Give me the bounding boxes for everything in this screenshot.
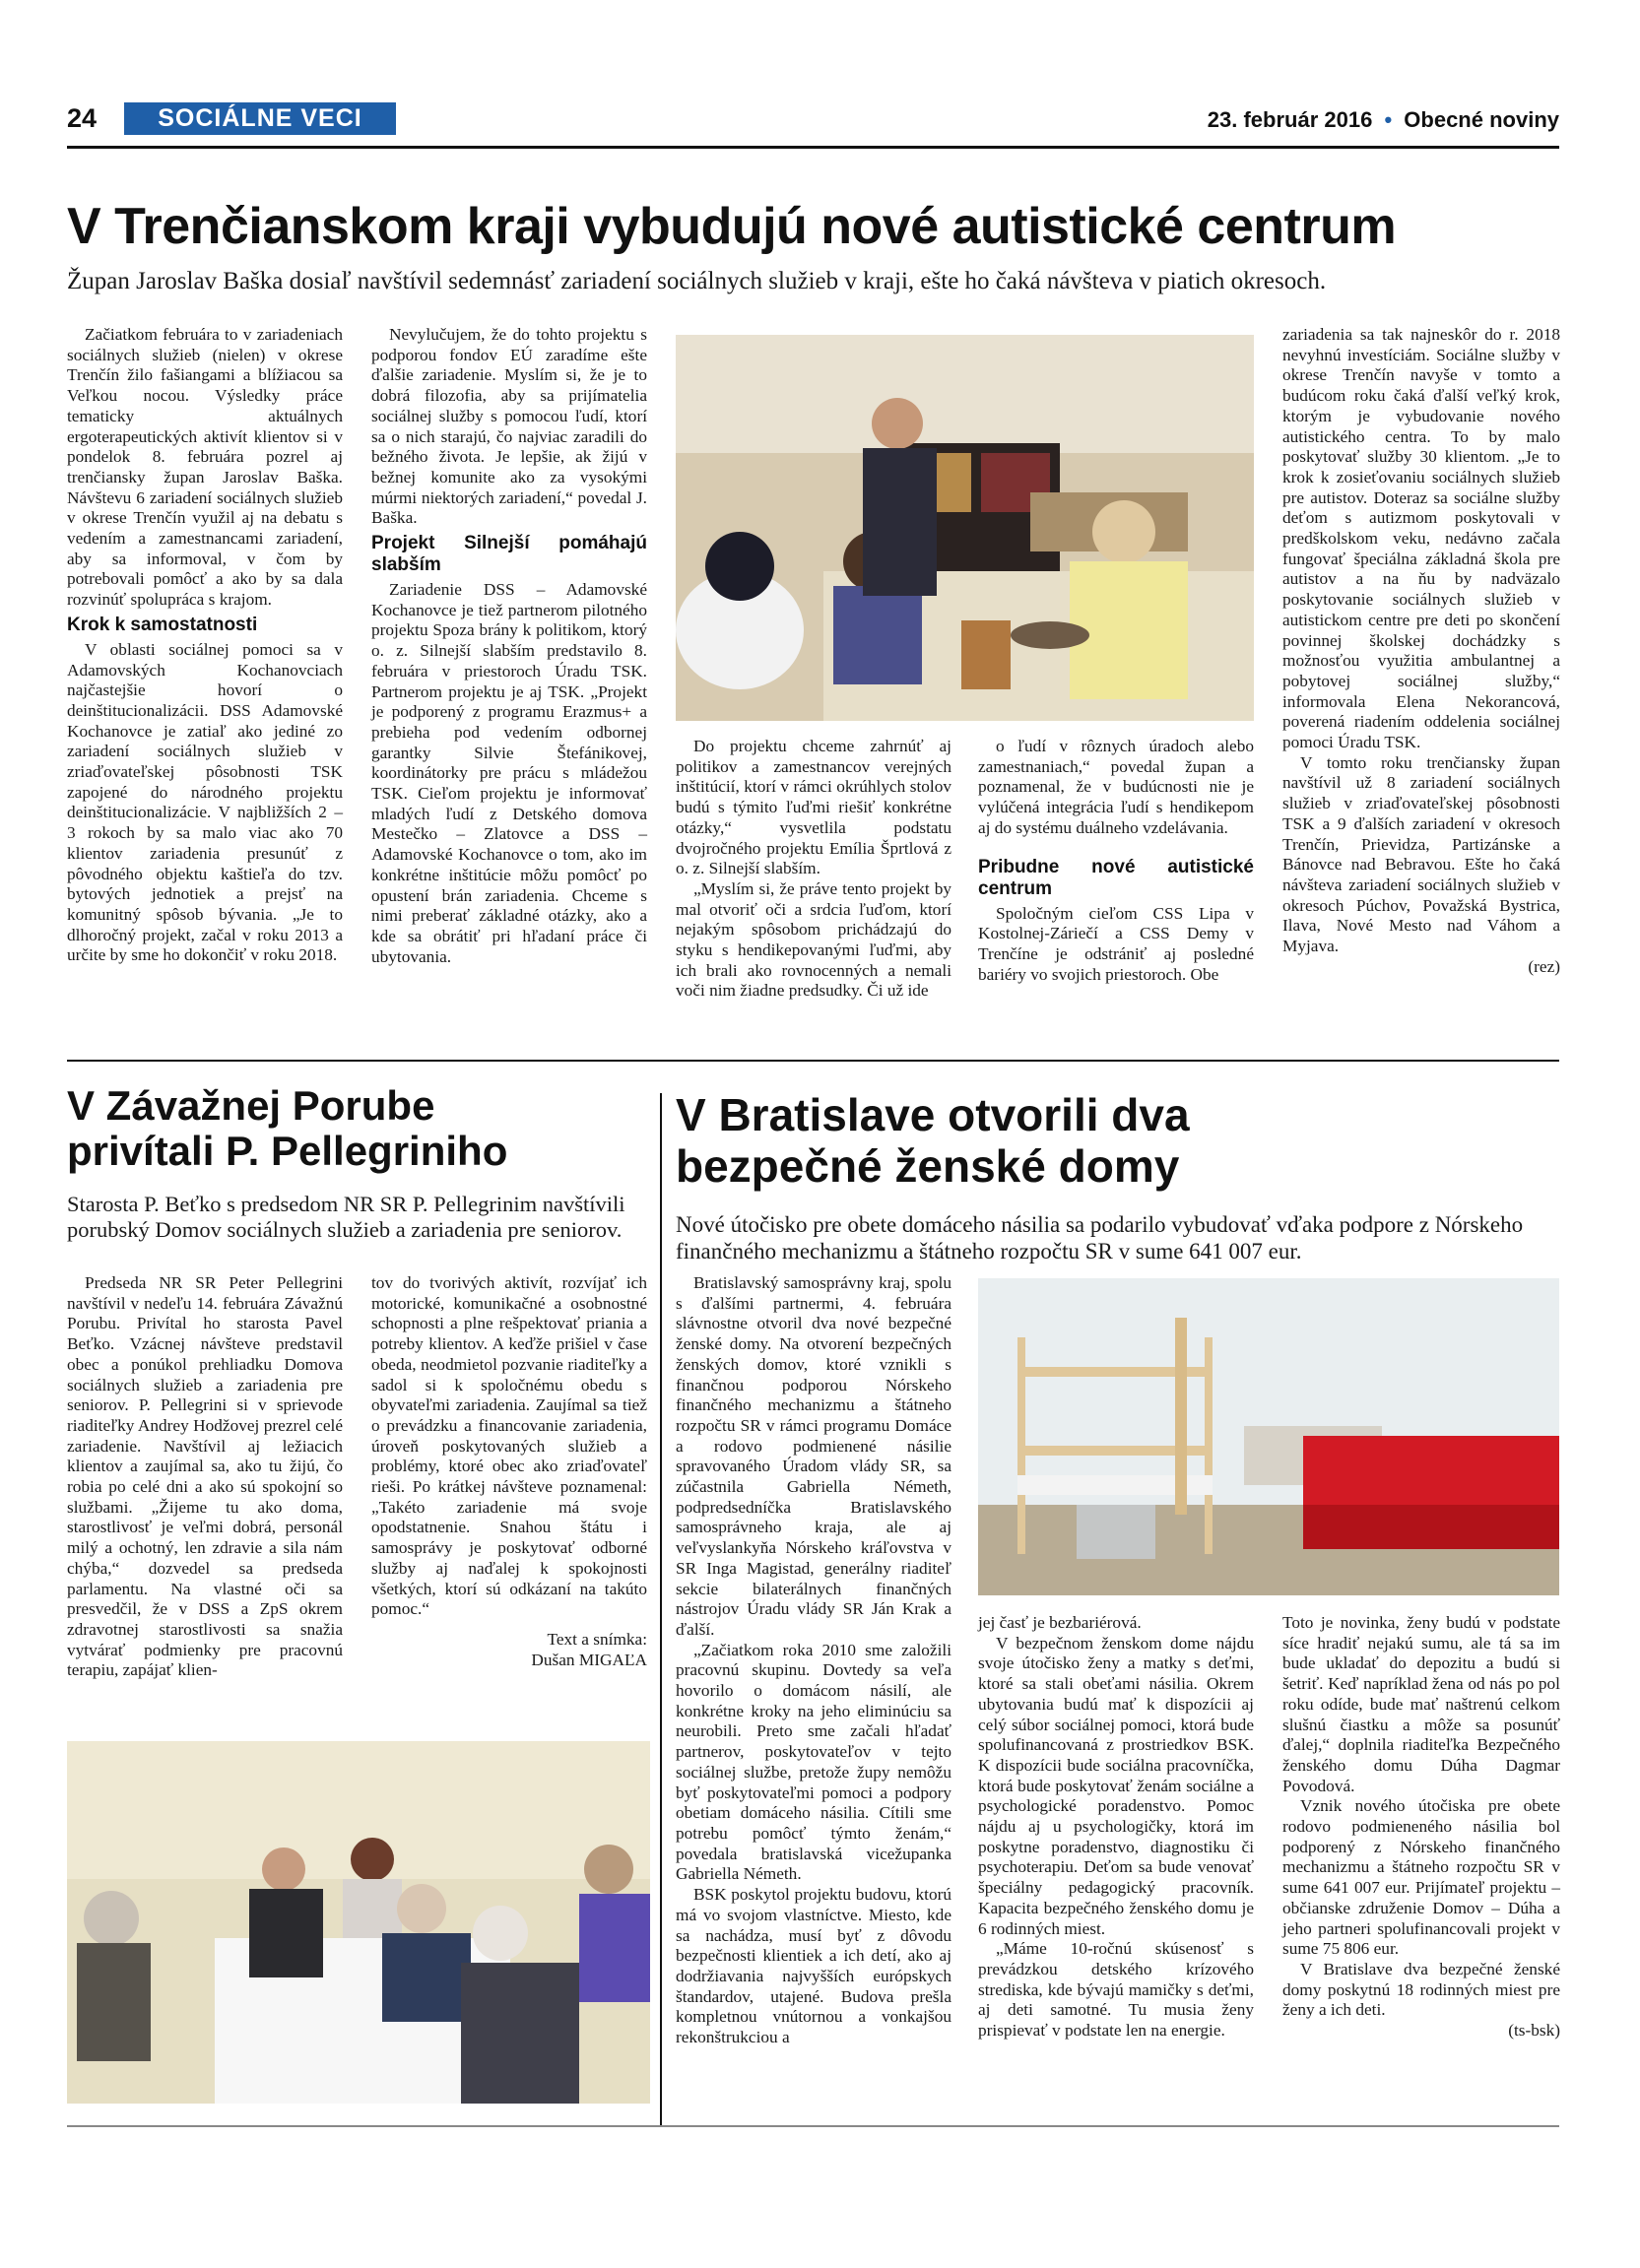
workshop-photo-image <box>676 335 1254 721</box>
headline-line: V Závažnej Porube <box>67 1082 435 1129</box>
issue-info <box>1208 107 1559 133</box>
paragraph: Spoločným cieľom CSS Lipa v Kostolnej-Záriečí a CSS Demy v Trenčíne je odstrániť aj posledné bariéry vo svojich priestoroch. Obe <box>978 903 1254 984</box>
bedroom-photo-image <box>978 1278 1559 1595</box>
publication-name: Obecné noviny <box>1404 107 1559 132</box>
header-rule <box>67 146 1559 149</box>
paragraph: Bratislavský samosprávny kraj, spolu s ďalšími partnermi, 4. februára slávnostne otvoril dva nové bezpečné ženské domy. Na otvorení bezpečných ženských domov, ktoré vznikli s finančnou podporou Nórskeho finančného mechanizmu a štátneho rozpočtu SR v rámci programu Domáce a rodovo podmienené násilie spravovaného Úradom vlády SR, sa zúčastnila Gabriella Németh, podpredsedníčka Bratislavského samosprávneho kraja, ale aj veľvyslankyňa Nórskeho kráľovstva v SR Inga Magistad, generálny riaditeľ sekcie bilaterálnych finančných nástrojov Úradu vlády SR Ján Krak a ďalší. <box>676 1273 951 1639</box>
photo-workshop <box>676 335 1254 721</box>
article1-column-1 <box>67 325 343 966</box>
visit-photo-image <box>67 1741 650 2104</box>
subheading: Krok k samostatnosti <box>67 614 258 635</box>
article2-lead: Starosta P. Beťko s predsedom NR SR P. Pellegrinim navštívili porubský Domov sociálnych služieb a zariadenia pre seniorov. <box>67 1192 625 1242</box>
article2-column-2 <box>371 1273 647 1670</box>
footer-rule <box>67 2125 1559 2127</box>
paragraph: V Bratislave dva bezpečné ženské domy poskytnú 18 rodinných miest pre ženy a ich deti. <box>1282 1959 1560 2020</box>
headline-line: V Bratislave otvorili dva <box>676 1089 1190 1140</box>
paragraph: „Máme 10-ročnú skúsenosť s prevádzkou detského krízového strediska, kde bývajú mamičky s deťmi, aj deti samotné. Tu musia ženy prispievať v podstate len na energie. <box>978 1939 1254 2041</box>
paragraph: Zariadenie DSS – Adamovské Kochanovce je tiež partnerom pilotného projektu Spoza brány k politikom, ktorý o. z. Silnejší slabším predstavilo 8. februára v priestoroch Úradu TSK. Partnerom projektu je aj TSK. „Projekt je podporený z programu Erazmus+ a prebieha pod vedením odbornej garantky Silvie Štefánikovej, koordinátorky pre prácu s mládežou TSK. Cieľom projektu je informovať mladých ľudí z Detského domova Mestečko – Zlatovce a DSS – Adamovské Kochanovce o tom, ako im konkrétne inštitúcie môžu pomôcť po opustení brán zariadenia. Chceme s nimi preberať základné otázky, ako a kde sa obrátiť pri hľadaní práce či ubytovania. <box>371 580 647 966</box>
article3-headline <box>676 1089 1190 1192</box>
headline-line: privítali P. Pellegriniho <box>67 1128 508 1174</box>
article1-column-2 <box>371 325 647 967</box>
photo-bedroom <box>978 1278 1559 1595</box>
subheading: Pribudne nové autistické centrum <box>978 856 1254 899</box>
author-credit: (ts-bsk) <box>1508 2021 1560 2041</box>
article1-lead: Župan Jaroslav Baška dosiaľ navštívil sedemnásť zariadení sociálnych služieb v kraji, ešte ho čaká návšteva v piatich okresoch. <box>67 268 1327 294</box>
issue-date: 23. február 2016 <box>1207 107 1373 132</box>
article3-column-2 <box>978 1613 1254 2041</box>
article2-headline <box>67 1083 507 1174</box>
article3-column-1 <box>676 1273 951 2048</box>
paragraph: V bezpečnom ženskom dome nájdu svoje útočisko ženy a matky s deťmi, ktoré sa stali obeťami násilia. Okrem ubytovania budú mať k dispozícii aj celý súbor sociálnej pomoci, ktorá bude spolufinancovaná z prostriedkov BSK. K dispozícii bude sociálna pracovníčka, ktorá bude poskytovať ženám sociálne a psychologické poradenstvo. Pomoc nájdu aj u psychologičky, ktorá im poskytne poradenstvo, diagnostiku či psychoterapiu. Deťom sa bude venovať špeciálny pedagogický pracovník. Kapacita bezpečného ženského domu je 6 rodinných miest. <box>978 1633 1254 1938</box>
article-divider <box>67 1060 1559 1062</box>
bullet-separator: • <box>1384 107 1393 132</box>
paragraph: V tomto roku trenčiansky župan navštívil už 8 zariadení sociálnych služieb v zriaďovateľskej pôsobnosti TSK a 9 ďalších zariadení v okresoch Trenčín, Prievidza, Partizánske a Bánovce nad Bebravou. Ešte ho čaká návšteva zariadení sociálnych služieb v okresoch Púchov, Považská Bystrica, Ilava, Nové Mesto nad Váhom a Myjava. <box>1282 752 1560 956</box>
author-name: Dušan MIGAĽA <box>531 1650 647 1669</box>
article1-column-3 <box>676 737 951 1002</box>
subheading: Projekt Silnejší pomáhajú slabším <box>371 533 647 576</box>
paragraph: Nevylučujem, že do tohto projektu s podporou fondov EÚ zaradíme ešte ďalšie zariadenie. Myslím si, že je to dobrá filozofia, aby sa prijímatelia sociálnej služby s pomocou ľudí, ktorí sa o nich starajú, čo najviac zaradili do bežného života. Je lepšie, ak žijú v bežnej komunite ako za vysokými múrmi niektorých zariadení,“ povedal J. Baška. <box>371 325 647 528</box>
paragraph: Vznik nového útočiska pre obete rodovo podmieneného násilia bol podporený z Nórskeho finančného mechanizmu a štátneho rozpočtu SR v sume 641 007 eur. Prijímateľ projektu – občianske združenie Domov – Dúha a jeho partneri spolufinancovali projekt v sume 75 806 eur. <box>1282 1796 1560 1959</box>
article1-column-5 <box>1282 325 1560 978</box>
page-number: 24 <box>67 103 98 133</box>
article2-column-1 <box>67 1273 343 1681</box>
photo-credit-label: Text a snímka: <box>547 1629 647 1649</box>
paragraph: Predseda NR SR Peter Pellegrini navštívil v nedeľu 14. februára Závažnú Porubu. Privítal ho starosta Pavel Beťko. Vzácnej návšteve predstavil obec a ponúkol prehliadku Domova sociálnych služieb a zariadenia pre seniorov. P. Pellegrini si v sprievode riaditeľky Andrey Hodžovej prezrel celé zariadenie. Navštívil aj ležiacich klientov a zaujímal sa, ako tu žijú, čo robia po celé dni a ako sú spokojní so službami. „Žijeme tu ako doma, starostlivosť je veľmi dobrá, personál milý a ochotný, len zdravie a sila nám chýba,“ dozvedel sa predseda parlamentu. Na vlastné oči sa presvedčil, že v DSS a ZpS okrem zdravotnej starostlivosti sa snažia vytvárať podmienky pre pracovnú terapiu, zapájať klien- <box>67 1273 343 1680</box>
paragraph: Začiatkom februára to v zariadeniach sociálnych služieb (nielen) v okrese Trenčín žilo fašiangami a blížiacou sa Veľkou nocou. Výsledky práce tematicky aktuálnych ergoterapeutických aktivít klientov si v pondelok 8. februára pozrel aj trenčiansky župan Jaroslav Baška. Návštevu 6 zariadení sociálnych služieb v okrese Trenčín využil aj na debatu s vedením a zamestnancami zariadení, aby sa informoval, v čom by potrebovali pomôcť a ako by sa dala rozvinúť spolupráca s krajom. <box>67 325 343 610</box>
paragraph: tov do tvorivých aktivít, rozvíjať ich motorické, komunikačné a osobnostné schopnosti a plne rešpektovať priania a potreby klientov. A keďže prišiel v čase obeda, neodmietol pozvanie riaditeľky a sadol si k spoločnému obedu s obyvateľmi zariadenia. Zaujímal sa tiež o prevádzku a financovanie zariadenia, úroveň poskytovaných služieb a problémy, ktoré obec ako zriaďovateľ rieši. Po krátkej návšteve poznamenal: „Takéto zariadenie má svoje opodstatnenie. Snahou štátu i samosprávy je poskytovať odborné služby aj naďalej k spokojnosti všetkých, ktorí sú odkázaní na takúto pomoc.“ <box>371 1273 647 1619</box>
article1-column-4 <box>978 737 1254 985</box>
article1-headline: V Trenčianskom kraji vybudujú nové autistické centrum <box>67 198 1397 255</box>
paragraph: Toto je novinka, ženy budú v podstate síce hradiť nejakú sumu, ale tá sa im bude ukladať do depozitu a budú si šetriť. Keď napríklad žena od nás po pol roku odíde, bude mať naštrenú celkom slušnú čiastku a môže sa posunúť ďalej,“ doplnila riaditeľka Bezpečného ženského domu Dúha Dagmar Povodová. <box>1282 1613 1560 1795</box>
photo-visit <box>67 1741 650 2104</box>
paragraph: „Myslím si, že práve tento projekt by mal otvoriť oči a srdcia ľuďom, ktorí nejakým spôsobom prichádzajú do styku s hendikepovanými ľuďmi, aby ich brali ako rovnocenných a nemali voči nim žiadne predsudky. Či už ide <box>676 878 951 1001</box>
column-divider <box>660 1093 662 2127</box>
paragraph: jej časť je bezbariérová. <box>978 1613 1142 1632</box>
paragraph: o ľudí v rôznych úradoch alebo zamestnaniach,“ povedal župan a poznamenal, že v budúcnosti nie je vylúčená integrácia ľudí s hendikepom aj do systému duálneho vzdelávania. <box>978 737 1254 837</box>
section-label: SOCIÁLNE VECI <box>124 102 396 135</box>
paragraph: V oblasti sociálnej pomoci sa v Adamovských Kochanovciach najčastejšie hovorí o deinštitucionalizácii. DSS Adamovské Kochanovce je zatiaľ ako jediné zo zariadení sociálnych služieb v zriaďovateľskej pôsobnosti TSK zapojené do národného projektu deinštitucionalizácie. V najbližších 2 – 3 rokoch by sa malo viac ako 70 klientov zariadenia presunúť z pôvodného objektu kaštieľa do tzv. bytových jednotiek a prejsť na komunitný spôsob bývania. „Je to dlhoročný projekt, začal v roku 2013 a určite by sme ho dokončiť v roku 2018. <box>67 639 343 965</box>
paragraph: zariadenia sa tak najneskôr do r. 2018 nevyhnú investíciám. Sociálne služby v okrese Trenčín navyše v tomto a budúcom roku čaká ďalší veľký krok, ktorým je vybudovanie nového autistického centra. To by malo poskytovať služby 30 klientom. „Je to krok k zosieťovaniu sociálnych služieb pre autistov. Doteraz sa sociálne služby deťom s autizmom poskytovali v predškolskom veku, nedávno začala fungovať špeciálna základná škola pre autistov a na ňu by nadväzalo poskytovanie sociálnych služieb v autistickom centre pre deti po skončení povinnej školskej dochádzky s možnosťou využitia ambulantnej a pobytovej sociálnej služby,“ informovala Elena Nekorancová, poverená riadením oddelenia sociálnej pomoci Úradu TSK. <box>1282 325 1560 752</box>
paragraph: Do projektu chceme zahrnúť aj politikov a zamestnancov verejných inštitúcií, ktorí v rámci okrúhlych stolov budú s týmito ľuďmi riešiť konkrétne otázky,“ vysvetlila podstatu dvojročného projektu Emília Šprtlová z o. z. Silnejší slabším. <box>676 737 951 878</box>
paragraph: BSK poskytol projektu budovu, ktorú má vo svojom vlastníctve. Miesto, kde sa nachádza, musí byť z dôvodu bezpečnosti klientiek a ich detí, ako aj dodržiavania najvyšších európskych štandardov, utajené. Budova prešla kompletnou vnútornou a vonkajšou rekonštrukciou a <box>676 1885 951 2047</box>
author-credit: (rez) <box>1528 956 1560 976</box>
article3-lead: Nové útočisko pre obete domáceho násilia sa podarilo vybudovať vďaka podpore z Nórskeho finančného mechanizmu a štátneho rozpočtu SR v sume 641 007 eur. <box>676 1212 1524 1264</box>
article3-column-3 <box>1282 1613 1560 2041</box>
headline-line: bezpečné ženské domy <box>676 1140 1180 1192</box>
paragraph: „Začiatkom roka 2010 sme založili pracovnú skupinu. Dovtedy sa veľa hovorilo o domácom násilí, ale konkrétne kroky na jeho eliminúciu sa neurobili. Preto sme začali hľadať partnerov, poskytovateľov v tejto sociálnej službe, pretože župy nemôžu byť poskytovateľmi pomoci a podpory obetiam domáceho násilia. Cítili sme potrebu pomôcť týmto ženám,“ povedala bratislavská vicežupanka Gabriella Németh. <box>676 1640 951 1884</box>
